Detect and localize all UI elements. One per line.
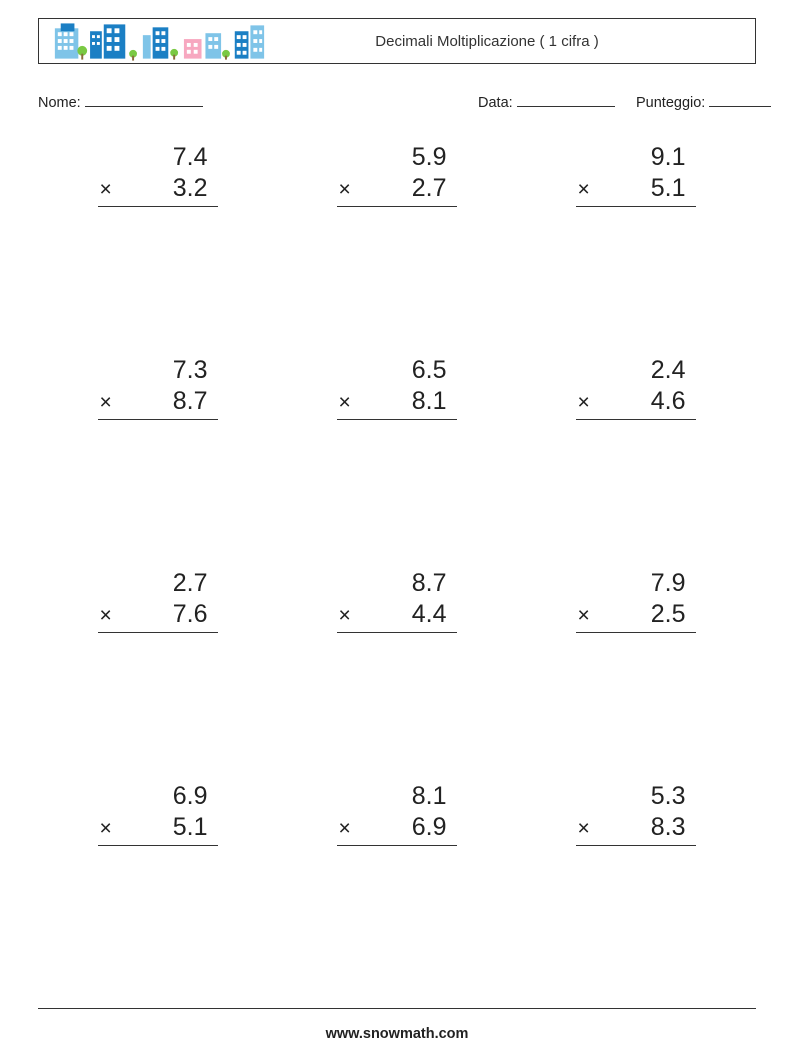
date-label: Data:	[478, 95, 513, 111]
multiply-operator: ×	[99, 391, 112, 414]
score-label: Punteggio:	[636, 95, 706, 111]
footer-website[interactable]: www.snowmath.com	[325, 1026, 469, 1042]
score-field	[636, 92, 771, 111]
page-header	[38, 18, 756, 64]
operand-bottom-row	[576, 599, 696, 633]
operand-bottom: 2.7	[411, 174, 447, 202]
problem-6	[576, 355, 696, 420]
operand-bottom-row	[337, 599, 457, 633]
problem-cell	[516, 345, 755, 558]
problem-cell	[516, 558, 755, 771]
name-label: Nome:	[38, 95, 81, 111]
operand-bottom-row	[98, 599, 218, 633]
multiply-operator: ×	[577, 178, 590, 201]
name-field	[38, 92, 203, 111]
multiply-operator: ×	[577, 817, 590, 840]
problem-5	[337, 355, 457, 420]
problem-3	[576, 142, 696, 207]
operand-bottom-row	[98, 812, 218, 846]
problem-row	[38, 345, 756, 558]
multiply-operator: ×	[577, 604, 590, 627]
operand-bottom: 5.1	[650, 174, 686, 202]
problem-4	[98, 355, 218, 420]
operand-bottom-row	[576, 812, 696, 846]
operand-bottom-row	[337, 386, 457, 420]
operand-bottom-row	[98, 173, 218, 207]
problem-cell	[516, 132, 755, 345]
operand-top: 7.3	[172, 356, 208, 384]
operand-bottom: 8.7	[172, 387, 208, 415]
operand-top: 5.3	[650, 782, 686, 810]
operand-bottom: 5.1	[172, 813, 208, 841]
operand-top: 7.9	[650, 569, 686, 597]
problem-cell	[38, 771, 277, 984]
operand-bottom: 8.1	[411, 387, 447, 415]
problem-row	[38, 558, 756, 771]
problem-cell	[277, 345, 516, 558]
operand-top: 8.7	[411, 569, 447, 597]
problem-9	[576, 568, 696, 633]
multiply-operator: ×	[338, 604, 351, 627]
multiply-operator: ×	[99, 178, 112, 201]
score-input-line[interactable]	[709, 92, 771, 107]
multiply-operator: ×	[338, 178, 351, 201]
operand-bottom: 8.3	[650, 813, 686, 841]
operand-top: 6.5	[411, 356, 447, 384]
problem-cell	[38, 132, 277, 345]
operand-bottom-row	[576, 386, 696, 420]
problems-grid	[38, 132, 756, 984]
problem-12	[576, 781, 696, 846]
operand-top: 9.1	[650, 143, 686, 171]
date-input-line[interactable]	[517, 92, 615, 107]
city-buildings-icon	[39, 19, 269, 63]
multiply-operator: ×	[99, 604, 112, 627]
operand-bottom: 4.4	[411, 600, 447, 628]
operand-top: 8.1	[411, 782, 447, 810]
operand-top: 2.4	[650, 356, 686, 384]
operand-top: 7.4	[172, 143, 208, 171]
problem-cell	[277, 771, 516, 984]
problem-8	[337, 568, 457, 633]
problem-10	[98, 781, 218, 846]
multiply-operator: ×	[338, 391, 351, 414]
operand-bottom-row	[98, 386, 218, 420]
problem-cell	[516, 771, 755, 984]
operand-bottom: 3.2	[172, 174, 208, 202]
operand-bottom: 6.9	[411, 813, 447, 841]
student-info-row	[38, 92, 770, 114]
problem-1	[98, 142, 218, 207]
date-field	[478, 92, 615, 111]
operand-top: 2.7	[172, 569, 208, 597]
operand-bottom-row	[337, 173, 457, 207]
operand-bottom: 4.6	[650, 387, 686, 415]
footer-divider	[38, 1008, 756, 1009]
problem-row	[38, 132, 756, 345]
name-input-line[interactable]	[85, 92, 203, 107]
problem-2	[337, 142, 457, 207]
operand-bottom: 2.5	[650, 600, 686, 628]
problem-cell	[277, 132, 516, 345]
multiply-operator: ×	[338, 817, 351, 840]
problem-cell	[38, 558, 277, 771]
problem-row	[38, 771, 756, 984]
operand-top: 5.9	[411, 143, 447, 171]
worksheet-title: Decimali Moltiplicazione ( 1 cifra )	[375, 32, 599, 50]
operand-bottom-row	[576, 173, 696, 207]
operand-bottom-row	[337, 812, 457, 846]
problem-cell	[38, 345, 277, 558]
multiply-operator: ×	[99, 817, 112, 840]
problem-cell	[277, 558, 516, 771]
operand-top: 6.9	[172, 782, 208, 810]
problem-7	[98, 568, 218, 633]
operand-bottom: 7.6	[172, 600, 208, 628]
problem-11	[337, 781, 457, 846]
multiply-operator: ×	[577, 391, 590, 414]
